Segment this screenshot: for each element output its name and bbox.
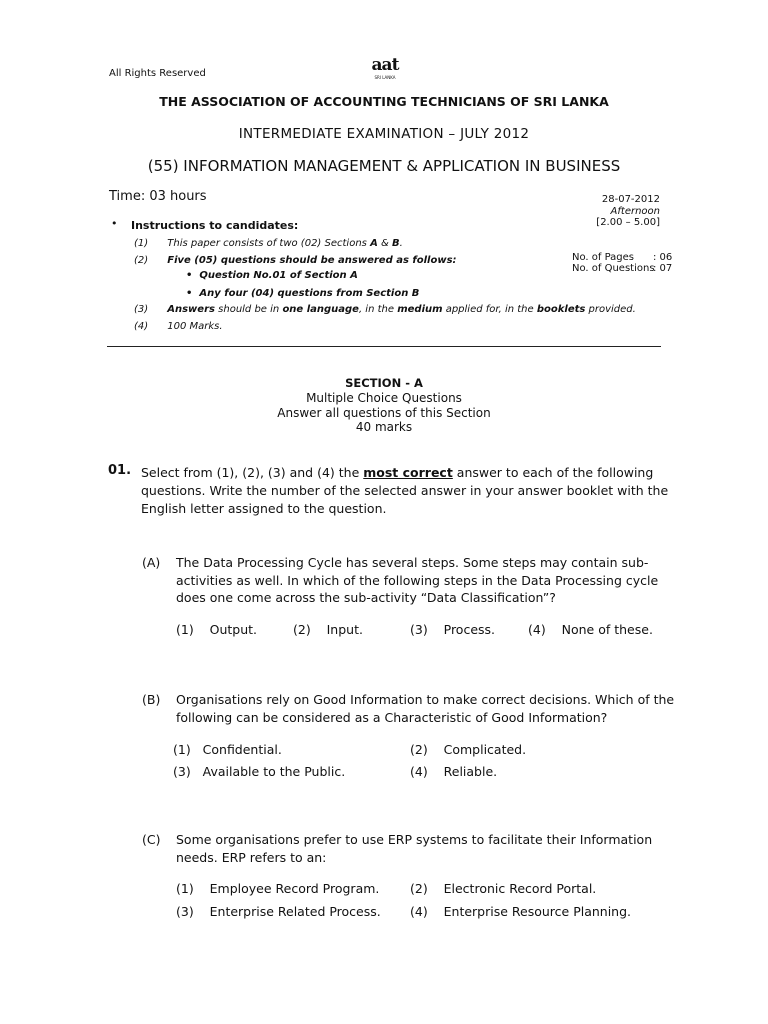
qc-option-3 xyxy=(176,903,381,921)
instruction-2-num: (2) xyxy=(134,255,149,266)
instructions-title: Instructions to candidates: xyxy=(131,219,299,232)
qc-option-1-num: (1) xyxy=(176,881,194,896)
qc-option-4 xyxy=(410,903,631,921)
rights-reserved: All Rights Reserved xyxy=(109,68,206,79)
qc-option-1 xyxy=(176,880,379,898)
qa-label: (A) xyxy=(142,555,161,570)
time-allowed: Time: 03 hours xyxy=(109,189,207,204)
qc-line-2: needs. ERP refers to an: xyxy=(176,850,327,865)
instruction-1-pre: This paper consists of two (02) Sections xyxy=(167,238,371,249)
qc-option-3-num: (3) xyxy=(176,904,194,919)
instruction-2-sub2: • Any four (04) questions from Section B xyxy=(186,288,420,299)
subject-title: (55) INFORMATION MANAGEMENT & APPLICATION IN BUSINESS xyxy=(147,157,621,175)
instruction-3-a: Answers xyxy=(167,304,215,315)
instructions-bullet: • xyxy=(111,217,118,230)
qa-option-3-num: (3) xyxy=(410,622,428,637)
instruction-1-a: A xyxy=(370,238,378,249)
logo-subtext: SRI LANKA xyxy=(374,75,396,80)
instruction-3 xyxy=(134,304,636,315)
qb-option-2 xyxy=(410,741,526,759)
q1-emphasis: most correct xyxy=(363,465,453,480)
qa-line-2: activities as well. In which of the following steps in the Data Processing cycle xyxy=(176,573,659,588)
instruction-2-sub2-text: Any four (04) questions from Section B xyxy=(199,288,420,299)
qc-option-2-num: (2) xyxy=(410,881,428,896)
qa-line-1: The Data Processing Cycle has several steps. Some steps may contain sub- xyxy=(176,555,649,570)
qa-option-4-num: (4) xyxy=(528,622,546,637)
qb-line-1: Organisations rely on Good Information to make correct decisions. Which of the xyxy=(176,692,675,707)
qa-option-4 xyxy=(528,621,653,639)
section-line-2: Answer all questions of this Section xyxy=(277,406,491,420)
instruction-3-d: , in the xyxy=(358,304,398,315)
qc-option-1-text: Employee Record Program. xyxy=(209,881,380,896)
instruction-2-sub1-text: Question No.01 of Section A xyxy=(199,270,358,281)
question-number: 01. xyxy=(108,463,132,478)
instruction-1-post: . xyxy=(399,238,403,249)
exam-title: INTERMEDIATE EXAMINATION – JULY 2012 xyxy=(238,126,530,142)
q1-line-2: questions. Write the number of the selected answer in your answer booklet with the xyxy=(141,483,669,498)
qb-option-4 xyxy=(410,763,497,781)
instruction-2 xyxy=(134,255,457,266)
instruction-3-e: medium xyxy=(397,304,443,315)
qa-option-2 xyxy=(293,621,363,639)
q1-pre: Select from (1), (2), (3) and (4) the xyxy=(141,465,364,480)
qc-label: (C) xyxy=(142,832,161,847)
qa-option-3-text: Process. xyxy=(443,622,496,637)
qb-option-2-text: Complicated. xyxy=(443,742,527,757)
instruction-1 xyxy=(134,238,403,249)
section-line-1: Multiple Choice Questions xyxy=(306,391,462,405)
instruction-3-g: booklets xyxy=(536,304,586,315)
qb-option-4-num: (4) xyxy=(410,764,428,779)
qa-option-2-text: Input. xyxy=(326,622,363,637)
exam-date: 28-07-2012 xyxy=(601,194,660,205)
instruction-1-mid: & xyxy=(377,238,392,249)
q1-line-1 xyxy=(141,464,653,482)
instruction-3-num: (3) xyxy=(134,304,149,315)
instruction-1-b: B xyxy=(391,238,400,249)
qb-line-2: following can be considered as a Characteristic of Good Information? xyxy=(176,710,608,725)
qc-option-4-num: (4) xyxy=(410,904,428,919)
instruction-4-num: (4) xyxy=(134,321,149,332)
questions-label: No. of Questions xyxy=(572,263,655,274)
qb-option-2-num: (2) xyxy=(410,742,428,757)
qa-line-3: does one come across the sub-activity “Data Classification”? xyxy=(176,590,556,605)
instruction-4-text: 100 Marks. xyxy=(167,321,223,332)
qb-option-1 xyxy=(173,741,282,759)
qc-line-1: Some organisations prefer to use ERP systems to facilitate their Information xyxy=(176,832,653,847)
exam-session: Afternoon xyxy=(610,206,660,217)
q1-post: answer to each of the following xyxy=(452,465,654,480)
qc-option-4-text: Enterprise Resource Planning. xyxy=(443,904,632,919)
qa-option-1 xyxy=(176,621,257,639)
instruction-4 xyxy=(134,321,223,332)
exam-hours: [2.00 – 5.00] xyxy=(596,217,660,228)
instruction-3-h: provided. xyxy=(585,304,636,315)
qb-option-1-text: Confidential. xyxy=(202,742,282,757)
qb-option-4-text: Reliable. xyxy=(443,764,498,779)
qc-option-2 xyxy=(410,880,596,898)
pages-label: No. of Pages xyxy=(572,252,635,263)
section-title: SECTION - A xyxy=(345,376,423,390)
logo-text: aat xyxy=(371,55,399,75)
qa-option-4-text: None of these. xyxy=(561,622,653,637)
qb-option-1-num: (1) xyxy=(173,742,191,757)
instruction-2-text: Five (05) questions should be answered as follows: xyxy=(167,255,457,266)
qb-label: (B) xyxy=(142,692,161,707)
divider xyxy=(107,346,661,347)
qb-option-3 xyxy=(173,763,345,781)
instruction-3-c: one language xyxy=(282,304,359,315)
instruction-3-f: applied for, in the xyxy=(442,304,537,315)
qa-option-3 xyxy=(410,621,495,639)
qb-option-3-num: (3) xyxy=(173,764,191,779)
qc-option-3-text: Enterprise Related Process. xyxy=(209,904,381,919)
questions-value: : 07 xyxy=(653,263,673,274)
qa-option-1-text: Output. xyxy=(209,622,258,637)
aat-logo xyxy=(368,55,402,80)
qb-option-3-text: Available to the Public. xyxy=(202,764,346,779)
instruction-1-num: (1) xyxy=(134,238,149,249)
qa-option-2-num: (2) xyxy=(293,622,311,637)
qa-option-1-num: (1) xyxy=(176,622,194,637)
qc-option-2-text: Electronic Record Portal. xyxy=(443,881,597,896)
instruction-2-sub1: • Question No.01 of Section A xyxy=(186,270,358,281)
pages-value: : 06 xyxy=(653,252,673,263)
org-name: THE ASSOCIATION OF ACCOUNTING TECHNICIANS OF SRI LANKA xyxy=(159,94,609,109)
q1-line-3: English letter assigned to the question. xyxy=(141,501,387,516)
instruction-3-b: should be in xyxy=(214,304,283,315)
section-line-3: 40 marks xyxy=(355,420,413,434)
